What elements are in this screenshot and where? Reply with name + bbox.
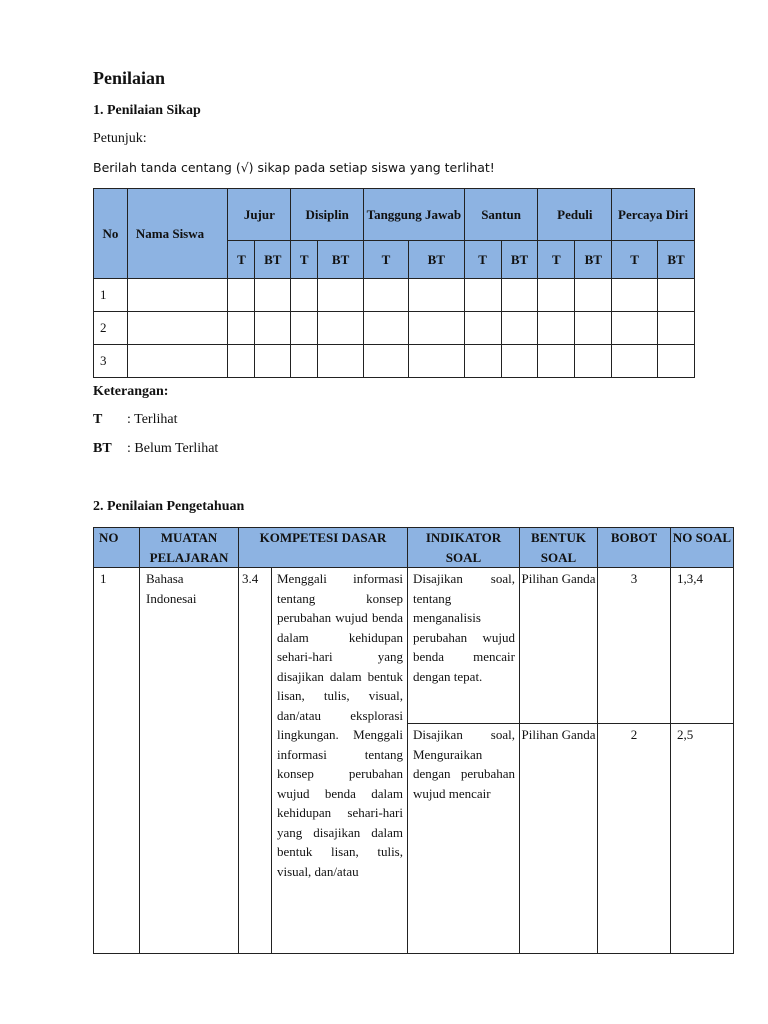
- kd-text: Menggali informasi tentang konsep perubahan wujud benda dalam kehidupan sehari-hari yang disajikan dalam bentuk lisan, tulis, visual, dan/atau eksplorasi lingkungan. Menggali informasi tentang konsep perubahan wujud benda dalam kehidupan sehari-hari yang disajikan dalam bentuk lisan, tulis, visual, dan/atau: [277, 571, 403, 879]
- sub-header-bt: BT: [501, 241, 538, 279]
- row-number: 1: [94, 279, 128, 312]
- header-no: NO: [94, 528, 140, 568]
- sub-header-t: T: [364, 241, 409, 279]
- bobot-value: 2: [630, 727, 638, 742]
- group-header-percaya-diri: Percaya Diri: [612, 189, 695, 241]
- row-number: 3: [94, 345, 128, 378]
- indikator-value: Disajikan soal, Menguraikan dengan perubahan wujud mencair: [413, 727, 515, 801]
- sub-header-t: T: [291, 241, 318, 279]
- sub-header-t: T: [538, 241, 575, 279]
- sub-header-bt: BT: [255, 241, 291, 279]
- table-row: [94, 568, 734, 724]
- header-kompetensi-dasar: KOMPETESI DASAR: [239, 528, 408, 568]
- keterangan-label: Keterangan:: [93, 384, 169, 399]
- legend-t-key: T: [93, 412, 103, 427]
- group-header-peduli: Peduli: [538, 189, 612, 241]
- nosoal-value: 1,3,4: [677, 571, 703, 586]
- sub-header-bt: BT: [408, 241, 464, 279]
- section2-heading: 2. Penilaian Pengetahuan: [93, 499, 245, 514]
- bentuk-value: Pilihan Ganda: [521, 727, 596, 742]
- petunjuk-label: Petunjuk:: [93, 131, 147, 146]
- attitude-assessment-table: [93, 188, 695, 378]
- group-header-tanggung-jawab: Tanggung Jawab: [364, 189, 465, 241]
- group-header-disiplin: Disiplin: [291, 189, 364, 241]
- legend-bt-value: : Belum Terlihat: [127, 441, 219, 456]
- row-number: 1: [100, 571, 107, 586]
- legend-t-value: : Terlihat: [127, 412, 178, 427]
- knowledge-assessment-table: [93, 527, 734, 954]
- table-row: [94, 312, 695, 345]
- header-muatan: MUATAN PELAJARAN: [140, 528, 239, 568]
- sub-header-t: T: [228, 241, 255, 279]
- bentuk-value: Pilihan Ganda: [521, 571, 596, 586]
- sub-header-bt: BT: [658, 241, 695, 279]
- legend-bt-key: BT: [93, 441, 112, 456]
- group-header-santun: Santun: [464, 189, 538, 241]
- sub-header-bt: BT: [575, 241, 612, 279]
- table-row: [94, 345, 695, 378]
- table-row: [94, 279, 695, 312]
- bobot-value: 3: [630, 571, 638, 586]
- header-bentuk: BENTUK SOAL: [520, 528, 598, 568]
- kd-code: 3.4: [242, 571, 259, 586]
- sub-header-t: T: [612, 241, 658, 279]
- instruction-text: Berilah tanda centang (√) sikap pada setiap siswa yang terlihat!: [93, 160, 495, 175]
- group-header-jujur: Jujur: [228, 189, 291, 241]
- header-indikator: INDIKATOR SOAL: [408, 528, 520, 568]
- section1-heading: 1. Penilaian Sikap: [93, 103, 201, 118]
- indikator-value: Disajikan soal, tentang menganalisis perubahan wujud benda mencair dengan tepat.: [413, 571, 515, 684]
- row-number: 2: [94, 312, 128, 345]
- header-nosoal: NO SOAL: [671, 528, 734, 568]
- col-no-header: No: [94, 189, 128, 279]
- sub-header-bt: BT: [318, 241, 364, 279]
- nosoal-value: 2,5: [677, 727, 694, 742]
- muatan-value: Bahasa Indonesai: [146, 571, 197, 606]
- page-title: Penilaian: [93, 68, 166, 88]
- col-nama-header: Nama Siswa: [127, 189, 228, 279]
- header-bobot: BOBOT: [598, 528, 671, 568]
- sub-header-t: T: [464, 241, 501, 279]
